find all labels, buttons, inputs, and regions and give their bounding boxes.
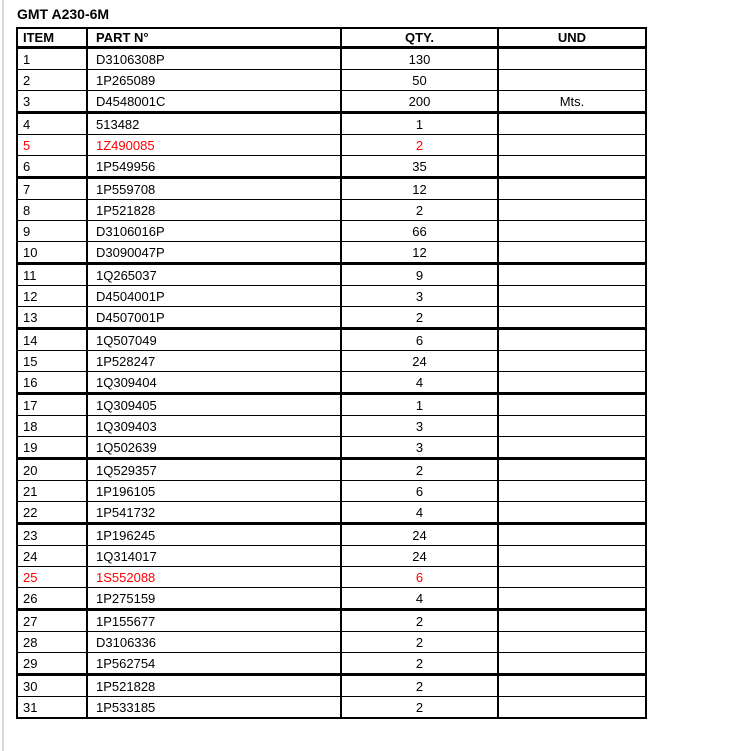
cell-item: 26 [17,588,87,610]
cell-qty: 50 [341,70,498,91]
cell-item: 3 [17,91,87,113]
cell-qty: 2 [341,135,498,156]
cell-part: D3106308P [87,48,341,70]
cell-item: 6 [17,156,87,178]
cell-qty: 24 [341,546,498,567]
cell-qty: 2 [341,632,498,653]
table-row [17,286,646,307]
cell-part: 1Q309404 [87,372,341,394]
cell-part: 1Q502639 [87,437,341,459]
cell-part: D3106016P [87,221,341,242]
cell-qty: 2 [341,675,498,697]
cell-und [498,546,646,567]
cell-qty: 3 [341,286,498,307]
cell-und [498,242,646,264]
cell-item: 4 [17,113,87,135]
cell-qty: 66 [341,221,498,242]
table-row [17,351,646,372]
table-row [17,372,646,394]
document-area [16,6,647,719]
table-row [17,502,646,524]
cell-item: 20 [17,459,87,481]
cell-item: 15 [17,351,87,372]
cell-part: 1Q529357 [87,459,341,481]
cell-und [498,675,646,697]
cell-part: 1P275159 [87,588,341,610]
cell-part: D3106336 [87,632,341,653]
cell-qty: 24 [341,351,498,372]
cell-part: 1Q309405 [87,394,341,416]
table-row [17,135,646,156]
table-row [17,416,646,437]
cell-part: 1P196245 [87,524,341,546]
cell-part: 1Q265037 [87,264,341,286]
cell-item: 22 [17,502,87,524]
cell-und [498,372,646,394]
cell-und [498,502,646,524]
cell-item: 14 [17,329,87,351]
cell-und [498,610,646,632]
cell-und [498,113,646,135]
cell-qty: 2 [341,610,498,632]
cell-qty: 4 [341,502,498,524]
cell-part: 1Z490085 [87,135,341,156]
cell-qty: 1 [341,113,498,135]
cell-item: 1 [17,48,87,70]
cell-item: 21 [17,481,87,502]
cell-und [498,135,646,156]
cell-item: 10 [17,242,87,264]
cell-und [498,70,646,91]
cell-und [498,178,646,200]
table-row [17,156,646,178]
table-row [17,632,646,653]
cell-qty: 3 [341,416,498,437]
cell-part: 1Q314017 [87,546,341,567]
table-row [17,437,646,459]
cell-item: 9 [17,221,87,242]
table-row [17,264,646,286]
column-header-qty: QTY. [341,28,498,48]
cell-und [498,697,646,719]
cell-und [498,329,646,351]
cell-und [498,416,646,437]
cell-part: 1P155677 [87,610,341,632]
cell-und [498,221,646,242]
cell-und [498,481,646,502]
table-row [17,459,646,481]
cell-qty: 2 [341,200,498,221]
cell-item: 16 [17,372,87,394]
table-row [17,70,646,91]
cell-und [498,588,646,610]
cell-part: D4507001P [87,307,341,329]
table-row [17,48,646,70]
cell-qty: 12 [341,178,498,200]
cell-item: 17 [17,394,87,416]
cell-item: 23 [17,524,87,546]
table-row [17,329,646,351]
table-row [17,610,646,632]
cell-part: 1P528247 [87,351,341,372]
cell-und [498,567,646,588]
cell-und [498,48,646,70]
table-row [17,113,646,135]
cell-item: 11 [17,264,87,286]
cell-qty: 6 [341,567,498,588]
cell-part: 1P521828 [87,675,341,697]
cell-und [498,264,646,286]
table-row [17,394,646,416]
cell-part: D3090047P [87,242,341,264]
cell-part: 1Q309403 [87,416,341,437]
parts-table [16,27,647,719]
cell-und [498,394,646,416]
cell-item: 25 [17,567,87,588]
table-row [17,675,646,697]
table-row [17,200,646,221]
table-body [17,48,646,719]
cell-und [498,524,646,546]
cell-part: D4504001P [87,286,341,307]
table-row [17,697,646,719]
cell-item: 5 [17,135,87,156]
cell-qty: 1 [341,394,498,416]
cell-qty: 35 [341,156,498,178]
cell-item: 30 [17,675,87,697]
cell-item: 29 [17,653,87,675]
cell-item: 12 [17,286,87,307]
cell-und [498,286,646,307]
left-pane-divider [2,0,4,751]
column-header-und: UND [498,28,646,48]
cell-item: 28 [17,632,87,653]
table-row [17,546,646,567]
cell-part: 1P562754 [87,653,341,675]
table-row [17,221,646,242]
table-row [17,307,646,329]
cell-part: 513482 [87,113,341,135]
cell-part: 1P196105 [87,481,341,502]
cell-und [498,653,646,675]
cell-part: 1Q507049 [87,329,341,351]
cell-und [498,200,646,221]
page-title: GMT A230-6M [17,6,110,22]
table-row [17,524,646,546]
cell-qty: 24 [341,524,498,546]
cell-item: 7 [17,178,87,200]
cell-qty: 200 [341,91,498,113]
cell-item: 13 [17,307,87,329]
cell-qty: 6 [341,329,498,351]
cell-item: 2 [17,70,87,91]
cell-part: 1P265089 [87,70,341,91]
cell-und [498,459,646,481]
cell-qty: 3 [341,437,498,459]
table-row [17,653,646,675]
cell-qty: 2 [341,307,498,329]
cell-item: 18 [17,416,87,437]
table-row [17,242,646,264]
cell-und [498,632,646,653]
cell-qty: 4 [341,372,498,394]
header-row [17,28,646,48]
cell-qty: 2 [341,653,498,675]
cell-und [498,307,646,329]
cell-qty: 130 [341,48,498,70]
table-row [17,567,646,588]
cell-und: Mts. [498,91,646,113]
cell-und [498,437,646,459]
cell-item: 19 [17,437,87,459]
column-header-item: ITEM [17,28,87,48]
cell-item: 8 [17,200,87,221]
cell-qty: 6 [341,481,498,502]
cell-qty: 4 [341,588,498,610]
table-row [17,481,646,502]
table-row [17,91,646,113]
cell-qty: 9 [341,264,498,286]
column-header-part-number: PART N° [87,28,341,48]
cell-part: 1P559708 [87,178,341,200]
cell-und [498,351,646,372]
cell-part: D4548001C [87,91,341,113]
cell-item: 31 [17,697,87,719]
cell-qty: 2 [341,459,498,481]
table-row [17,588,646,610]
cell-item: 24 [17,546,87,567]
cell-part: 1P533185 [87,697,341,719]
table-row [17,178,646,200]
cell-part: 1P541732 [87,502,341,524]
cell-part: 1S552088 [87,567,341,588]
cell-part: 1P549956 [87,156,341,178]
cell-qty: 2 [341,697,498,719]
cell-part: 1P521828 [87,200,341,221]
cell-und [498,156,646,178]
cell-qty: 12 [341,242,498,264]
cell-item: 27 [17,610,87,632]
